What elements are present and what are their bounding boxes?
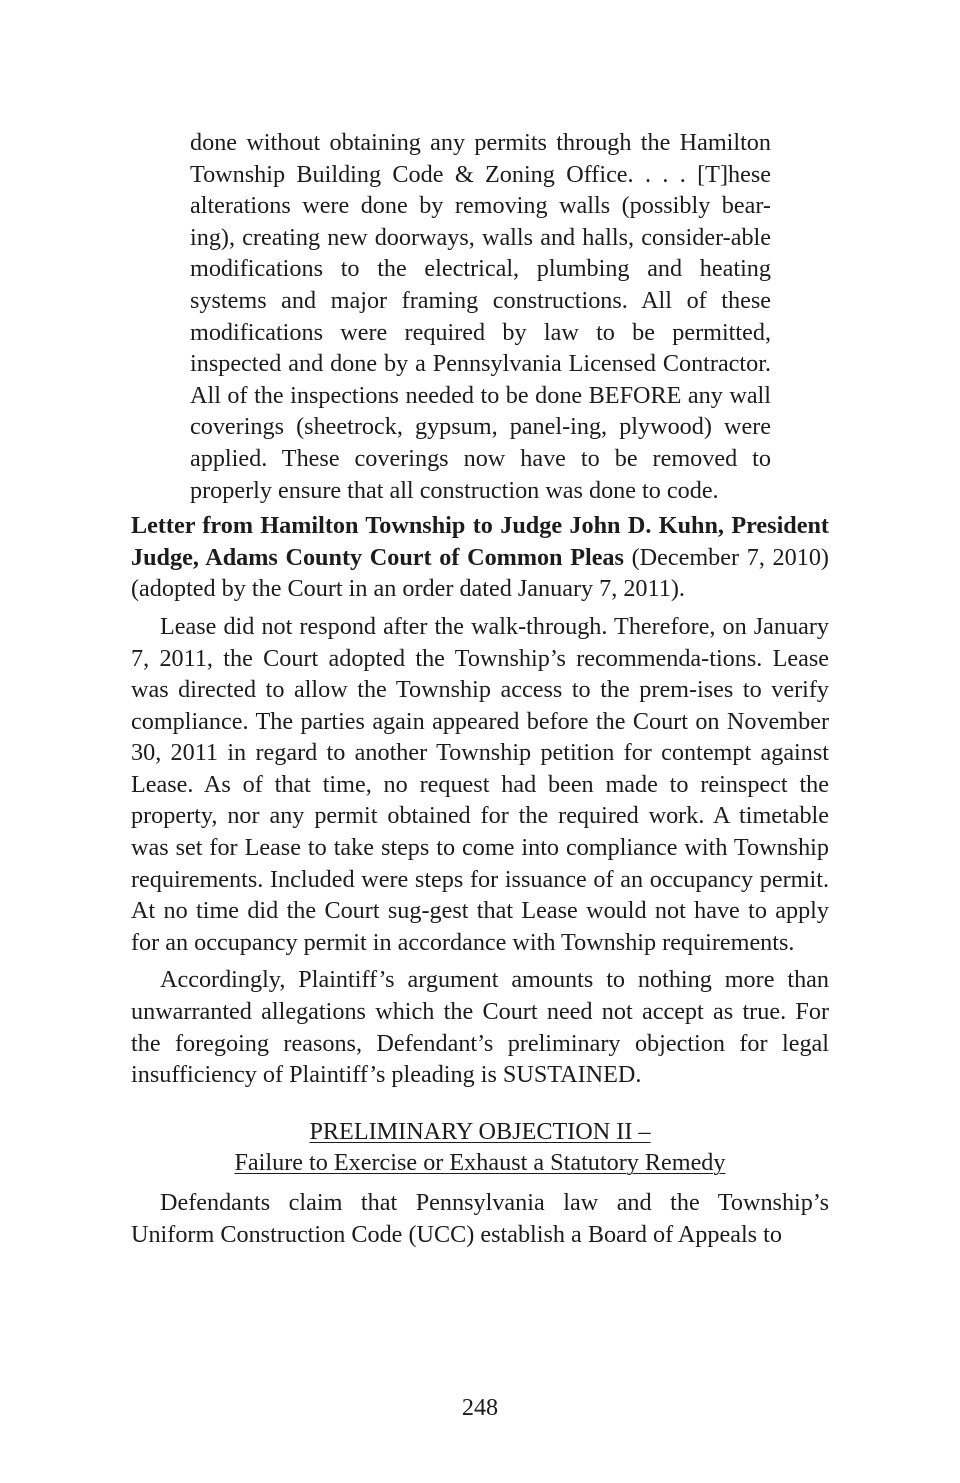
paragraph-3: Defendants claim that Pennsylvania law and the Township’s Uniform Construction Code (UCC) establish a Board of Appeals to — [131, 1189, 829, 1248]
section-heading — [131, 1116, 829, 1179]
citation-details: (December 7, 2010) (adopted by the Court in an order dated January 7, 2011). — [131, 543, 829, 603]
paragraph-2: Accordingly, Plaintiff’s argument amounts to nothing more than unwarranted allegations which the Court need not accept as true. For the foregoing reasons, Defendant’s preliminary objection for legal insufficiency of Plaintiff’s pleading is SUSTAINED. — [131, 966, 829, 1089]
page-number: 248 — [461, 1394, 499, 1421]
block-quote: done without obtaining any permits through the Hamilton Township Building Code & Zoning Office. . . . [T]hese alterations were done by removing walls (possibly bear-ing), creating new doorways, walls and halls, consider-able modifications to the electrical, plumbing and heating systems and major framing constructions. All of these modifications were required by law to be permitted, inspected and done by a Pennsylvania Licensed Contractor. All of the inspections needed to be done BEFORE any wall coverings (sheetrock, gypsum, panel-ing, plywood) were applied. These coverings now have to be removed to properly ensure that all construction was done to code. — [190, 129, 771, 504]
citation-title: Letter from Hamilton Township to Judge John D. Kuhn, President Judge, Adams County Court of Common Pleas — [131, 512, 829, 571]
paragraph-1: Lease did not respond after the walk-through. Therefore, on January 7, 2011, the Court adopted the Township’s recommenda-tions. Lease was directed to allow the Township access to the prem-ises to verify compliance. The parties again appeared before the Court on November 30, 2011 in regard to another Township petition for contempt against Lease. As of that time, no request had been made to reinspect the property, nor any permit obtained for the required work. A timetable was set for Lease to take steps to come into compliance with Township requirements. Included were steps for issuance of an occupancy permit. At no time did the Court sug-gest that Lease would not have to apply for an occupancy permit in accordance with Township requirements. — [131, 612, 829, 956]
section-heading-line-2: Failure to Exercise or Exhaust a Statutory Remedy — [234, 1149, 726, 1177]
section-heading-line-1: PRELIMINARY OBJECTION II – — [309, 1117, 651, 1145]
citation — [131, 510, 829, 605]
page-body — [131, 127, 829, 1250]
